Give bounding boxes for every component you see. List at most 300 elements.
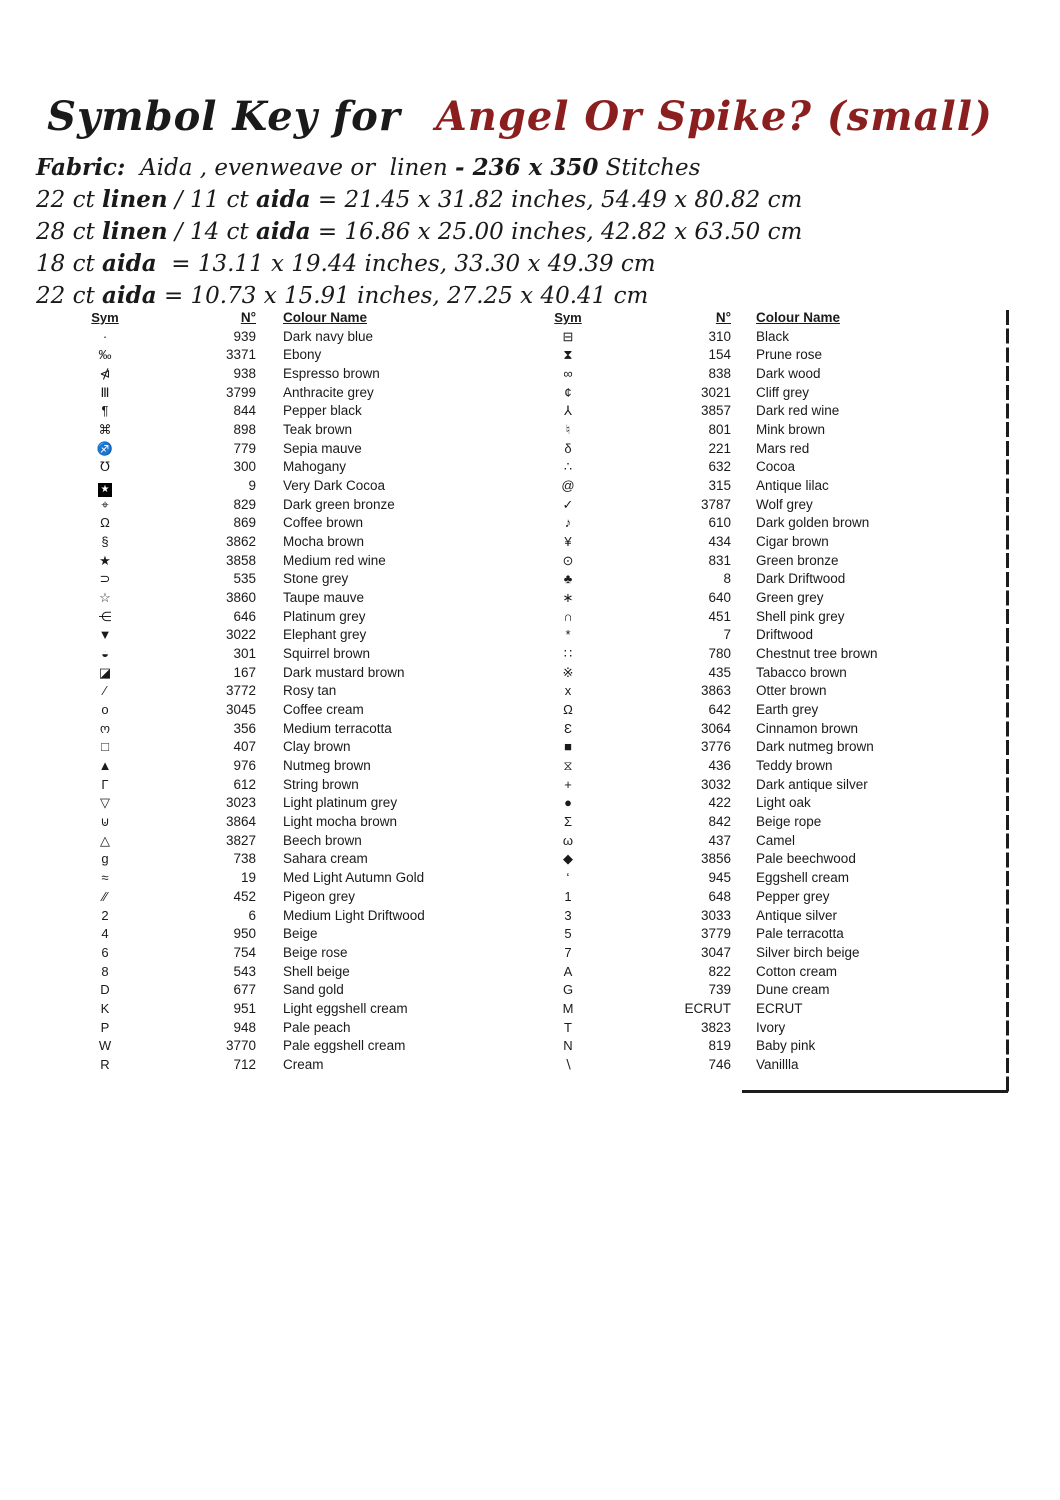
symbol-cell: 1 — [564, 888, 572, 904]
symbol-cell: · — [102, 328, 108, 344]
colour-name-cell: Pale terracotta — [756, 926, 844, 942]
colour-name-cell: Nutmeg brown — [283, 758, 371, 774]
colour-name-cell: Mars red — [756, 440, 810, 456]
boxed-star-symbol: ★ — [98, 483, 112, 497]
number-cell: 780 — [708, 646, 731, 662]
number-cell: 3799 — [225, 384, 256, 400]
number-cell: 436 — [708, 758, 731, 774]
symbol-cell: x — [564, 683, 572, 699]
table-row — [60, 944, 490, 963]
number-cell: 822 — [708, 963, 731, 979]
colour-name-cell: Vanillla — [756, 1056, 799, 1072]
table-row — [60, 645, 490, 664]
symbol-cell: R — [100, 1056, 110, 1072]
symbol-cell: Ⅲ — [100, 384, 110, 400]
table-row — [60, 794, 490, 813]
colour-name-cell: Pale beechwood — [756, 851, 856, 867]
number-cell: 838 — [708, 366, 731, 382]
fabric-text: Fabric: — [36, 154, 126, 181]
symbol-cell: * — [565, 627, 571, 643]
table-row — [60, 346, 490, 365]
title-pattern-name: Angel Or Spike? (small) — [435, 93, 993, 140]
number-cell: 300 — [233, 459, 256, 475]
number-cell: 677 — [233, 982, 256, 998]
colour-name-cell: Med Light Autumn Gold — [283, 870, 425, 886]
table-row — [528, 701, 988, 720]
symbol-cell: 7 — [564, 944, 572, 960]
symbol-cell: ∴ — [563, 459, 573, 475]
fabric-text: 28 ct — [36, 219, 103, 245]
number-cell: 535 — [233, 571, 256, 587]
colour-name-cell: Tabacco brown — [756, 664, 847, 680]
colour-name-cell: Mahogany — [283, 459, 347, 475]
number-cell: 422 — [708, 795, 731, 811]
symbol-cell: K — [100, 1000, 110, 1016]
number-cell: 154 — [708, 347, 731, 363]
fabric-line — [36, 248, 802, 280]
number-cell: 543 — [233, 963, 256, 979]
table-row — [60, 1056, 490, 1075]
number-cell: 19 — [240, 870, 256, 886]
fabric-line — [36, 216, 802, 248]
table-row — [60, 925, 490, 944]
number-cell: 976 — [233, 758, 256, 774]
symbol-cell: W — [98, 1038, 112, 1054]
colour-name-cell: Beige rose — [283, 944, 348, 960]
number-cell: 898 — [233, 422, 256, 438]
table-row — [528, 869, 988, 888]
symbol-cell: δ — [564, 440, 572, 456]
number-cell: 3776 — [700, 739, 731, 755]
colour-name-cell: Beige — [283, 926, 318, 942]
number-cell: 434 — [708, 534, 731, 550]
fabric-line — [36, 152, 802, 184]
table-row — [528, 477, 988, 496]
number-cell: 3032 — [700, 776, 731, 792]
number-cell: 938 — [233, 366, 256, 382]
colour-name-cell: Cliff grey — [756, 384, 810, 400]
table-right-border — [1006, 310, 1009, 1092]
number-cell: 646 — [233, 608, 256, 624]
table-row — [528, 1019, 988, 1038]
colour-name-cell: Dark Driftwood — [756, 571, 846, 587]
header-number: N° — [715, 310, 731, 325]
number-cell: 3033 — [700, 907, 731, 923]
table-row — [528, 813, 988, 832]
colour-name-cell: Green bronze — [756, 552, 839, 568]
number-cell: 632 — [708, 459, 731, 475]
symbol-cell: ⊃ — [99, 571, 111, 587]
colour-name-cell: Clay brown — [283, 739, 351, 755]
symbol-cell: ☆ — [99, 590, 111, 606]
number-cell: 301 — [233, 646, 256, 662]
number-cell: 819 — [708, 1038, 731, 1054]
table-row — [60, 720, 490, 739]
symbol-cell: 4 — [101, 926, 109, 942]
table-header — [60, 309, 490, 328]
number-cell: 612 — [233, 776, 256, 792]
fabric-text: 22 ct — [36, 283, 103, 309]
table-rows-right — [528, 328, 988, 1075]
symbol-cell: ∖ — [563, 1056, 573, 1072]
table-row — [60, 832, 490, 851]
table-row — [528, 944, 988, 963]
table-row — [528, 963, 988, 982]
number-cell: 939 — [233, 328, 256, 344]
table-row — [60, 664, 490, 683]
table-row — [60, 701, 490, 720]
table-rows-left — [60, 328, 490, 1075]
colour-name-cell: Earth grey — [756, 702, 819, 718]
table-row — [528, 458, 988, 477]
symbol-cell: ‘ — [566, 870, 570, 886]
colour-name-cell: Beech brown — [283, 832, 362, 848]
symbol-cell: + — [564, 776, 572, 792]
number-cell: 3863 — [700, 683, 731, 699]
symbol-cell: ო — [99, 720, 111, 736]
table-row — [60, 552, 490, 571]
fabric-text: / 11 ct — [167, 187, 256, 213]
colour-name-cell: Elephant grey — [283, 627, 367, 643]
table-row — [60, 1019, 490, 1038]
colour-name-cell: Dune cream — [756, 982, 830, 998]
header-sym: Sym — [554, 310, 582, 325]
symbol-cell: D — [100, 982, 110, 998]
symbol-cell: ∕∕ — [102, 888, 108, 904]
number-cell: 3023 — [225, 795, 256, 811]
number-cell: 3371 — [225, 347, 256, 363]
number-cell: 3827 — [225, 832, 256, 848]
symbol-cell: Ω — [100, 515, 110, 531]
symbol-cell: o — [101, 702, 109, 718]
table-row — [60, 981, 490, 1000]
number-cell: 310 — [708, 328, 731, 344]
colour-name-cell: Very Dark Cocoa — [283, 478, 386, 494]
colour-name-cell: Squirrel brown — [283, 646, 371, 662]
header-colour-name: Colour Name — [756, 310, 841, 325]
number-cell: 3864 — [225, 814, 256, 830]
fabric-text: 22 ct — [36, 187, 103, 213]
colour-name-cell: Sand gold — [283, 982, 344, 998]
symbol-cell: ★ — [99, 552, 111, 568]
colour-name-cell: Teak brown — [283, 422, 353, 438]
table-row — [60, 850, 490, 869]
number-cell: 221 — [708, 440, 731, 456]
table-row — [60, 682, 490, 701]
number-cell: 950 — [233, 926, 256, 942]
table-row — [528, 533, 988, 552]
table-row — [528, 346, 988, 365]
number-cell: ECRUT — [684, 1000, 731, 1016]
colour-name-cell: Eggshell cream — [756, 870, 850, 886]
table-row — [60, 1037, 490, 1056]
symbol-cell: ▼ — [98, 627, 112, 643]
header-sym: Sym — [91, 310, 119, 325]
colour-name-cell: Pale peach — [283, 1019, 351, 1035]
symbol-cell: ✓ — [562, 496, 574, 512]
table-row — [528, 570, 988, 589]
symbol-cell: ∗ — [562, 590, 574, 606]
table-row — [60, 963, 490, 982]
symbol-cell: 2 — [101, 907, 109, 923]
symbol-cell: ⊟ — [562, 328, 574, 344]
symbol-cell: ※ — [562, 664, 574, 680]
fabric-text: aida — [255, 186, 311, 213]
symbol-cell: 5 — [564, 926, 572, 942]
symbol-cell: ⅄ — [564, 403, 572, 419]
table-row — [60, 757, 490, 776]
table-row — [60, 813, 490, 832]
number-cell: 3787 — [700, 496, 731, 512]
table-row — [528, 720, 988, 739]
symbol-cell: ▽ — [100, 795, 110, 811]
number-cell: 640 — [708, 590, 731, 606]
table-row — [528, 384, 988, 403]
colour-name-cell: Beige rope — [756, 814, 822, 830]
fabric-text: = 21.45 x 31.82 inches, 54.49 x 80.82 cm — [310, 187, 803, 213]
symbol-cell: g — [101, 851, 109, 867]
fabric-text: aida — [255, 218, 311, 245]
number-cell: 452 — [233, 888, 256, 904]
table-row — [528, 832, 988, 851]
table-row — [528, 496, 988, 515]
symbol-cell: ℧ — [100, 459, 110, 475]
table-row — [60, 1000, 490, 1019]
colour-name-cell: Medium Light Driftwood — [283, 907, 425, 923]
number-cell: 435 — [708, 664, 731, 680]
symbol-cell: ‰ — [98, 347, 112, 363]
table-row — [60, 533, 490, 552]
symbol-cell: 8 — [101, 963, 109, 979]
number-cell: 738 — [233, 851, 256, 867]
table-row — [528, 1000, 988, 1019]
number-cell: 739 — [708, 982, 731, 998]
symbol-cell: Ɛ — [564, 720, 572, 736]
symbol-cell: ⌘ — [98, 422, 112, 438]
table-row — [528, 608, 988, 627]
fabric-line — [36, 280, 802, 312]
colour-name-cell: Anthracite grey — [283, 384, 374, 400]
table-row — [60, 421, 490, 440]
symbol-cell: ∷ — [563, 646, 573, 662]
number-cell: 3862 — [225, 534, 256, 550]
colour-name-cell: Medium terracotta — [283, 720, 392, 736]
colour-name-cell: Black — [756, 328, 790, 344]
table-row — [528, 1037, 988, 1056]
symbol-cell: A — [563, 963, 573, 979]
symbol-cell: ⧗ — [563, 347, 573, 363]
symbol-cell: ▲ — [98, 758, 112, 774]
colour-name-cell: Rosy tan — [283, 683, 337, 699]
symbol-cell: ¶ — [101, 403, 109, 419]
number-cell: 8 — [723, 571, 731, 587]
colour-name-cell: Mink brown — [756, 422, 826, 438]
table-row — [528, 738, 988, 757]
number-cell: 844 — [233, 403, 256, 419]
number-cell: 3857 — [700, 403, 731, 419]
colour-name-cell: Otter brown — [756, 683, 827, 699]
symbol-cell: Σ — [563, 814, 573, 830]
symbol-cell: ■ — [564, 739, 572, 755]
number-cell: 451 — [708, 608, 731, 624]
table-row — [528, 552, 988, 571]
table-row — [60, 570, 490, 589]
number-cell: 3021 — [700, 384, 731, 400]
table-row — [60, 626, 490, 645]
table-row — [60, 477, 490, 496]
number-cell: 407 — [233, 739, 256, 755]
number-cell: 3856 — [700, 851, 731, 867]
table-header — [528, 309, 988, 328]
title-prefix: Symbol Key for — [47, 93, 401, 140]
table-row — [528, 794, 988, 813]
symbol-cell: □ — [101, 739, 109, 755]
colour-name-cell: Dark nutmeg brown — [756, 739, 874, 755]
symbol-cell: ⊍ — [100, 814, 110, 830]
fabric-text: Aida , evenweave or linen — [125, 155, 456, 181]
table-bottom-border — [742, 1090, 1008, 1093]
header-number: N° — [240, 310, 256, 325]
symbol-cell: ● — [564, 795, 572, 811]
number-cell: 951 — [233, 1000, 256, 1016]
number-cell: 7 — [723, 627, 731, 643]
colour-name-cell: Light oak — [756, 795, 811, 811]
colour-name-cell: Antique lilac — [756, 478, 829, 494]
symbol-cell: § — [101, 534, 109, 550]
number-cell: 3823 — [700, 1019, 731, 1035]
colour-name-cell: Wolf grey — [756, 496, 813, 512]
colour-name-cell: Light mocha brown — [283, 814, 398, 830]
table-row — [60, 888, 490, 907]
colour-name-cell: Platinum grey — [283, 608, 366, 624]
colour-name-cell: Baby pink — [756, 1038, 816, 1054]
number-cell: 3772 — [225, 683, 256, 699]
fabric-text: / 14 ct — [167, 219, 256, 245]
colour-name-cell: ECRUT — [756, 1000, 803, 1016]
table-row — [528, 850, 988, 869]
fabric-text: = 13.11 x 19.44 inches, 33.30 x 49.39 cm — [156, 251, 656, 277]
colour-name-cell: Medium red wine — [283, 552, 386, 568]
symbol-cell: ♐ — [96, 440, 114, 456]
colour-name-cell: Driftwood — [756, 627, 814, 643]
colour-name-cell: Cotton cream — [756, 963, 838, 979]
colour-name-cell: Cream — [283, 1056, 324, 1072]
table-row — [528, 626, 988, 645]
colour-name-cell: Prune rose — [756, 347, 823, 363]
colour-name-cell: Stone grey — [283, 571, 349, 587]
number-cell: 779 — [233, 440, 256, 456]
table-row — [528, 402, 988, 421]
table-row — [60, 738, 490, 757]
number-cell: 945 — [708, 870, 731, 886]
table-row — [60, 608, 490, 627]
colour-name-cell: Ivory — [756, 1019, 786, 1035]
fabric-text: = 10.73 x 15.91 inches, 27.25 x 40.41 cm — [156, 283, 649, 309]
colour-name-cell: Green grey — [756, 590, 824, 606]
table-row — [528, 664, 988, 683]
colour-name-cell: Espresso brown — [283, 366, 380, 382]
number-cell: 842 — [708, 814, 731, 830]
symbol-cell: ∩ — [563, 608, 573, 624]
colour-name-cell: Shell pink grey — [756, 608, 845, 624]
table-row — [528, 1056, 988, 1075]
colour-name-cell: Coffee cream — [283, 702, 364, 718]
number-cell: 712 — [233, 1056, 256, 1072]
symbol-cell: ♣ — [563, 571, 573, 587]
colour-name-cell: Taupe mauve — [283, 590, 365, 606]
number-cell: 3047 — [700, 944, 731, 960]
table-row — [60, 365, 490, 384]
number-cell: 437 — [708, 832, 731, 848]
symbol-cell: ¥ — [564, 534, 572, 550]
page-title — [0, 88, 1040, 146]
symbol-cell: ◒ — [101, 646, 109, 662]
number-cell: 610 — [708, 515, 731, 531]
table-row — [528, 365, 988, 384]
colour-name-cell: Dark green bronze — [283, 496, 395, 512]
symbol-cell: ω — [562, 832, 574, 848]
symbol-cell: ∕ — [103, 683, 107, 699]
table-row — [60, 589, 490, 608]
table-row — [60, 776, 490, 795]
number-cell: 801 — [708, 422, 731, 438]
number-cell: 754 — [233, 944, 256, 960]
table-row — [528, 328, 988, 347]
number-cell: 642 — [708, 702, 731, 718]
symbol-cell: ◆ — [563, 851, 573, 867]
colour-name-cell: Silver birch beige — [756, 944, 860, 960]
colour-name-cell: Cigar brown — [756, 534, 829, 550]
table-row — [528, 514, 988, 533]
number-cell: 3779 — [700, 926, 731, 942]
fabric-text: 18 ct — [36, 251, 103, 277]
colour-name-cell: Camel — [756, 832, 796, 848]
fabric-text: Stitches — [598, 155, 701, 181]
symbol-cell: ¢ — [564, 384, 572, 400]
number-cell: 315 — [708, 478, 731, 494]
colour-name-cell: Dark mustard brown — [283, 664, 405, 680]
fabric-text: aida — [102, 250, 157, 277]
colour-name-cell: Mocha brown — [283, 534, 365, 550]
table-row — [528, 888, 988, 907]
header-colour-name: Colour Name — [283, 310, 368, 325]
fabric-text: linen — [102, 186, 168, 213]
symbol-cell: ≈ — [101, 870, 109, 886]
table-row — [60, 384, 490, 403]
table-row — [60, 402, 490, 421]
fabric-text: linen — [102, 218, 168, 245]
colour-name-cell: Teddy brown — [756, 758, 833, 774]
colour-name-cell: String brown — [283, 776, 359, 792]
colour-name-cell: Cinnamon brown — [756, 720, 859, 736]
symbol-table-right — [528, 309, 988, 1075]
symbol-cell: 6 — [101, 944, 109, 960]
table-row — [60, 869, 490, 888]
number-cell: 9 — [248, 478, 256, 494]
colour-name-cell: Chestnut tree brown — [756, 646, 878, 662]
colour-name-cell: Pepper black — [283, 403, 362, 419]
symbol-cell: ⊙ — [562, 552, 574, 568]
symbol-cell: ♮ — [565, 422, 571, 438]
number-cell: 648 — [708, 888, 731, 904]
number-cell: 831 — [708, 552, 731, 568]
number-cell: 869 — [233, 515, 256, 531]
number-cell: 746 — [708, 1056, 731, 1072]
symbol-cell: ⋲ — [98, 608, 112, 624]
symbol-cell: T — [564, 1019, 572, 1035]
number-cell: 167 — [233, 664, 256, 680]
colour-name-cell: Pale eggshell cream — [283, 1038, 406, 1054]
